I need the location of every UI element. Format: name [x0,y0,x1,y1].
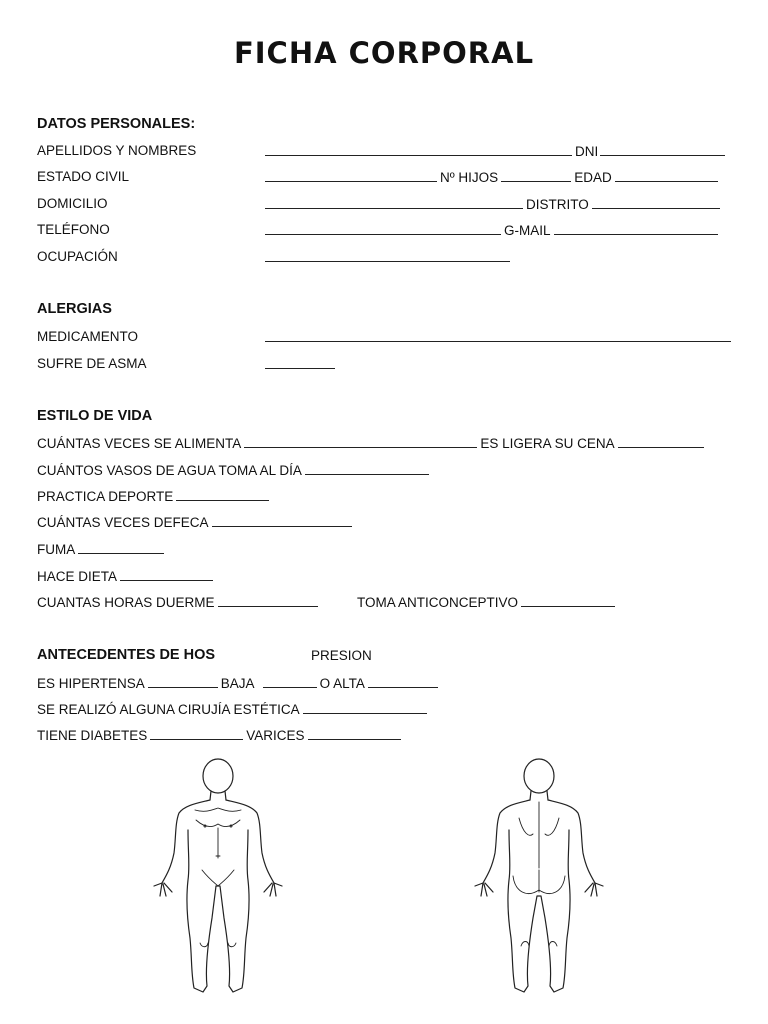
defeca-label: CUÁNTAS VECES DEFECA [37,515,209,530]
ocupacion-label: OCUPACIÓN [37,249,118,264]
domicilio-field[interactable] [265,196,523,209]
duerme-row [37,594,321,611]
deporte-field[interactable] [176,488,269,501]
alimenta-label: CUÁNTAS VECES SE ALIMENTA [37,436,242,451]
domicilio-label: DOMICILIO [37,196,108,211]
baja-label: BAJA [220,676,255,691]
defeca-row [37,514,355,531]
edad-field[interactable] [615,169,718,182]
alta-field[interactable] [368,675,438,688]
asma-row [265,356,338,373]
duerme-field[interactable] [218,594,318,607]
hipertensa-row [37,675,441,692]
presion-label: PRESION [311,648,372,663]
anticonceptivo-field[interactable] [521,594,615,607]
deporte-label: PRACTICA DEPORTE [37,489,174,504]
telefono-field[interactable] [265,222,501,235]
domicilio-row [265,196,723,213]
varices-field[interactable] [308,727,401,740]
hipertensa-label: ES HIPERTENSA [37,676,145,691]
hijos-field[interactable] [501,169,571,182]
distrito-field[interactable] [592,196,720,209]
fuma-label: FUMA [37,542,76,557]
medicamento-label: MEDICAMENTO [37,329,139,344]
agua-field[interactable] [305,462,429,475]
medicamento-field[interactable] [265,329,731,342]
section-heading-alergias: ALERGIAS [37,301,112,317]
ocupacion-row [265,249,513,266]
medicamento-row [265,329,734,346]
page-title: FICHA CORPORAL [233,36,535,70]
diabetes-row [37,727,404,744]
diabetes-field[interactable] [150,727,243,740]
baja-field[interactable] [263,675,317,688]
apellidos-label: APELLIDOS Y NOMBRES [37,143,197,158]
hipertensa-field[interactable] [148,675,218,688]
anticonceptivo-row [357,594,618,611]
gmail-field[interactable] [554,222,718,235]
section-heading-estilo-de-vida: ESTILO DE VIDA [37,408,153,424]
cena-label: ES LIGERA SU CENA [480,436,615,451]
agua-row [37,462,432,479]
diabetes-label: TIENE DIABETES [37,728,148,743]
body-back-outline-icon [471,758,607,998]
asma-field[interactable] [265,356,335,369]
alimenta-row [37,435,707,452]
varices-label: VARICES [246,728,305,743]
telefono-row [265,222,721,239]
anticonceptivo-label: TOMA ANTICONCEPTIVO [357,595,519,610]
cirugia-field[interactable] [303,701,427,714]
dieta-label: HACE DIETA [37,569,118,584]
alimenta-field[interactable] [244,435,477,448]
cirugia-row [37,701,430,718]
section-heading-datos-personales: DATOS PERSONALES: [37,116,196,132]
section-heading-antecedentes: ANTECEDENTES DE HOS [37,647,216,663]
ocupacion-field[interactable] [265,249,510,262]
telefono-label: TELÉFONO [37,222,110,237]
hijos-label: Nº HIJOS [440,170,499,185]
fuma-row [37,541,167,558]
estado-civil-row [265,169,721,186]
apellidos-field[interactable] [265,143,572,156]
duerme-label: CUANTAS HORAS DUERME [37,595,215,610]
cena-field[interactable] [618,435,704,448]
fuma-field[interactable] [78,541,164,554]
defeca-field[interactable] [212,514,352,527]
cirugia-label: SE REALIZÓ ALGUNA CIRUJÍA ESTÉTICA [37,702,300,717]
asma-label: SUFRE DE ASMA [37,356,147,371]
distrito-label: DISTRITO [526,197,589,212]
body-front-outline-icon [150,758,286,998]
dieta-field[interactable] [120,568,213,581]
alta-label: O ALTA [319,676,365,691]
apellidos-row [265,143,728,160]
dieta-row [37,568,216,585]
estado-civil-field[interactable] [265,169,437,182]
estado-civil-label: ESTADO CIVIL [37,169,130,184]
agua-label: CUÁNTOS VASOS DE AGUA TOMA AL DÍA [37,463,302,478]
dni-label: DNI [575,144,599,159]
deporte-row [37,488,272,505]
gmail-label: G-MAIL [504,223,551,238]
edad-label: EDAD [574,170,612,185]
dni-field[interactable] [600,143,725,156]
